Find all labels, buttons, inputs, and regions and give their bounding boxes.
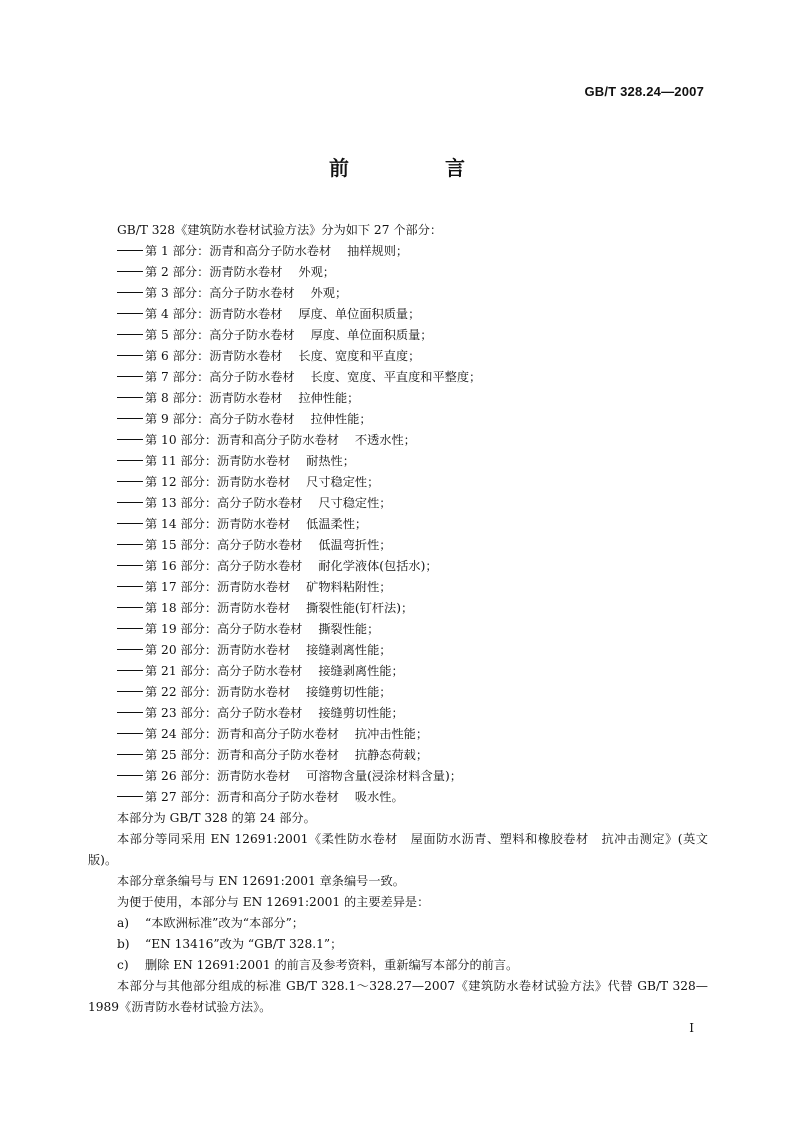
dash-mark [117,451,145,472]
dash-mark [117,556,145,577]
dash-mark [117,367,145,388]
list-item: 第 11 部分：沥青防水卷材 耐热性； [88,451,708,472]
dash-mark [117,682,145,703]
list-item: 第 6 部分：沥青防水卷材 长度、宽度和平直度； [88,346,708,367]
dash-mark [117,745,145,766]
dash-mark [117,493,145,514]
numbering-paragraph: 本部分章条编号与 EN 12691:2001 章条编号一致。 [117,874,405,888]
list-item: 第 14 部分：沥青防水卷材 低温柔性； [88,514,708,535]
list-item: 第 7 部分：高分子防水卷材 长度、宽度、平直度和平整度； [88,367,708,388]
list-item: 第 26 部分：沥青防水卷材 可溶物含量(浸涂材料含量)； [88,766,708,787]
dash-mark [117,514,145,535]
dash-mark [117,640,145,661]
page-title: 前 言 [329,156,503,180]
dash-mark [117,346,145,367]
page-number: I [689,1021,694,1035]
list-item: 第 21 部分：高分子防水卷材 接缝剥离性能； [88,661,708,682]
this-part-paragraph: 本部分为 GB/T 328 的第 24 部分。 [117,811,316,825]
list-item: 第 17 部分：沥青防水卷材 矿物料粘附性； [88,577,708,598]
intro-paragraph: GB/T 328《建筑防水卷材试验方法》分为如下 27 个部分： [117,223,443,237]
dash-mark [117,619,145,640]
list-item: 第 25 部分：沥青和高分子防水卷材 抗静态荷载； [88,745,708,766]
list-item: b) “EN 13416”改为 “GB/T 328.1”； [117,937,343,951]
dash-mark [117,787,145,808]
list-item: 第 18 部分：沥青防水卷材 撕裂性能(钉杆法)； [88,598,708,619]
dash-mark [117,430,145,451]
list-item: 第 9 部分：高分子防水卷材 拉伸性能； [88,409,708,430]
list-item: c) 删除 EN 12691:2001 的前言及参考资料，重新编写本部分的前言。 [117,958,519,972]
list-item: 第 19 部分：高分子防水卷材 撕裂性能； [88,619,708,640]
list-item: 第 3 部分：高分子防水卷材 外观； [88,283,708,304]
list-item: 第 8 部分：沥青防水卷材 拉伸性能； [88,388,708,409]
dash-mark [117,661,145,682]
document-body [88,220,708,1018]
dash-mark [117,304,145,325]
list-item: 第 15 部分：高分子防水卷材 低温弯折性； [88,535,708,556]
parts-list [88,241,708,808]
dash-mark [117,598,145,619]
differences-intro: 为便于使用，本部分与 EN 12691:2001 的主要差异是： [117,895,430,909]
dash-mark [117,262,145,283]
dash-mark [117,703,145,724]
dash-mark [117,409,145,430]
list-item: 第 1 部分：沥青和高分子防水卷材 抽样规则； [88,241,708,262]
dash-mark [117,325,145,346]
dash-mark [117,535,145,556]
dash-mark [117,724,145,745]
dash-mark [117,241,145,262]
adoption-paragraph: 本部分等同采用 EN 12691:2001《柔性防水卷材 屋面防水沥青、塑料和橡胶卷材 抗冲击测定》(英文版)。 [88,832,708,867]
list-item: a) “本欧洲标准”改为“本部分”； [117,916,304,930]
list-item: 第 23 部分：高分子防水卷材 接缝剪切性能； [88,703,708,724]
list-item: 第 20 部分：沥青防水卷材 接缝剥离性能； [88,640,708,661]
list-item: 第 2 部分：沥青防水卷材 外观； [88,262,708,283]
differences-list [88,913,708,976]
dash-mark [117,388,145,409]
dash-mark [117,283,145,304]
list-item: 第 16 部分：高分子防水卷材 耐化学液体(包括水)； [88,556,708,577]
replacement-paragraph: 本部分与其他部分组成的标准 GB/T 328.1～328.27—2007《建筑防水卷材试验方法》代替 GB/T 328—1989《沥青防水卷材试验方法》。 [88,979,708,1014]
list-item: 第 13 部分：高分子防水卷材 尺寸稳定性； [88,493,708,514]
dash-mark [117,766,145,787]
list-item: 第 5 部分：高分子防水卷材 厚度、单位面积质量； [88,325,708,346]
list-item: 第 27 部分：沥青和高分子防水卷材 吸水性。 [88,787,708,808]
list-item: 第 10 部分：沥青和高分子防水卷材 不透水性； [88,430,708,451]
list-item: 第 24 部分：沥青和高分子防水卷材 抗冲击性能； [88,724,708,745]
dash-mark [117,577,145,598]
list-item: 第 4 部分：沥青防水卷材 厚度、单位面积质量； [88,304,708,325]
list-item: 第 12 部分：沥青防水卷材 尺寸稳定性； [88,472,708,493]
standard-code: GB/T 328.24—2007 [584,84,704,99]
dash-mark [117,472,145,493]
list-item: 第 22 部分：沥青防水卷材 接缝剪切性能； [88,682,708,703]
